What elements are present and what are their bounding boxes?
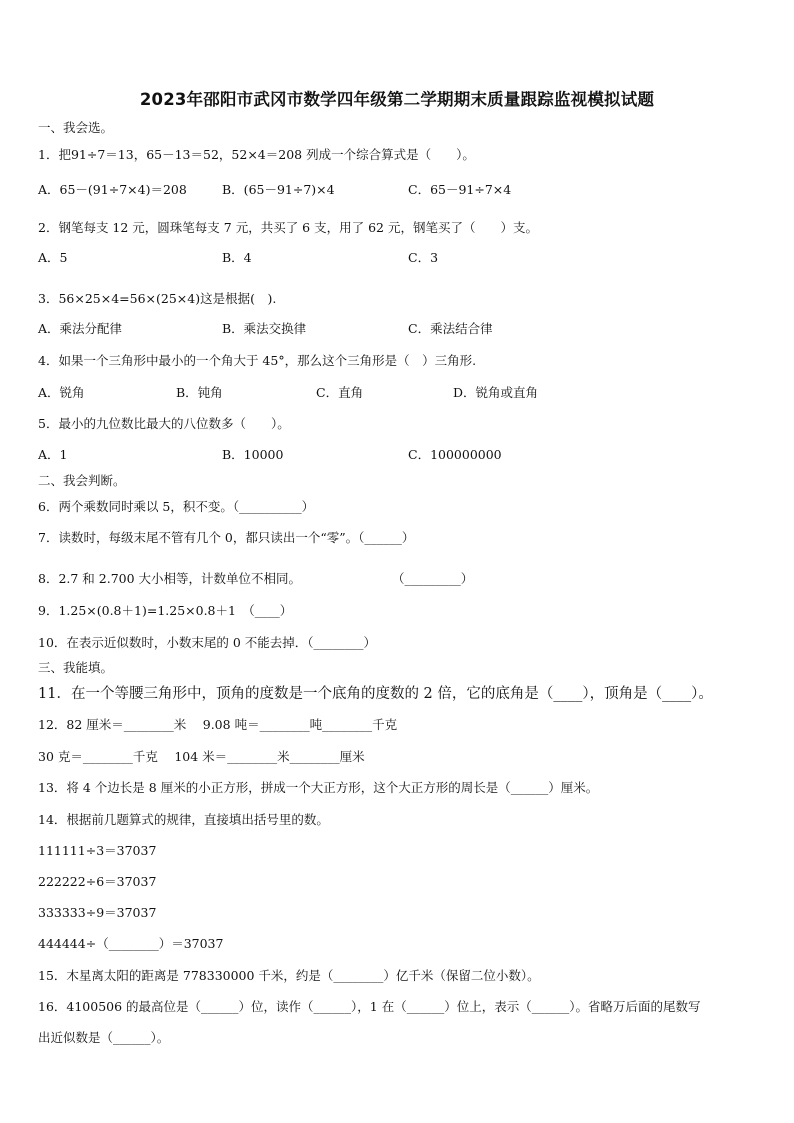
question-7: 7．读数时，每级末尾不管有几个 0，都只读出一个“零”。（______） (38, 530, 415, 545)
question-3-option-c: C．乘法结合律 (408, 321, 493, 336)
question-9: 9．1.25×(0.8＋1)=1.25×0.8＋1 （____） (38, 603, 293, 618)
question-11: 11．在一个等腰三角形中，顶角的度数是一个底角的度数的 2 倍，它的底角是（____），顶角是（____）。 (38, 686, 713, 702)
section-heading-choice: 一、我会选。 (38, 120, 114, 135)
section-heading-fill: 三、我能填。 (38, 660, 114, 675)
question-8-answer-blank: （_________） (392, 571, 474, 586)
question-5-option-b: B．10000 (222, 447, 284, 462)
question-5-option-a: A．1 (38, 447, 68, 462)
question-14-line-1: 111111÷3＝37037 (38, 843, 157, 858)
question-5-stem: 5．最小的九位数比最大的八位数多（ ）。 (38, 416, 290, 431)
question-2-option-b: B．4 (222, 250, 252, 265)
question-12-line-2: 30 克＝________千克 104 米＝________米________厘米 (38, 749, 365, 764)
question-3-stem: 3．56×25×4=56×(25×4)这是根据( ). (38, 291, 277, 306)
question-1-option-a: A．65－(91÷7×4)＝208 (38, 182, 187, 197)
question-14-stem: 14．根据前几题算式的规律，直接填出括号里的数。 (38, 812, 329, 827)
question-3-option-a: A．乘法分配律 (38, 321, 123, 336)
question-14-line-4: 444444÷（________）＝37037 (38, 936, 224, 951)
question-14-line-3: 333333÷9＝37037 (38, 905, 157, 920)
question-4-stem: 4．如果一个三角形中最小的一个角大于 45°，那么这个三角形是（ ）三角形. (38, 353, 477, 368)
question-14-line-2: 222222÷6＝37037 (38, 874, 157, 889)
question-16-line-1: 16．4100506 的最高位是（______）位，读作（______），1 在（______）位上，表示（______）。省略万后面的尾数写 (38, 999, 701, 1014)
question-16-line-2: 出近似数是（______）。 (38, 1030, 170, 1045)
question-2-option-a: A．5 (38, 250, 68, 265)
page-title: 2023年邵阳市武冈市数学四年级第二学期期末质量跟踪监视模拟试题 (139, 90, 655, 109)
question-12-line-1: 12．82 厘米＝________米 9.08 吨＝________吨________千克 (38, 717, 398, 732)
question-1-option-c: C．65－91÷7×4 (408, 182, 512, 197)
question-4-option-b: B．钝角 (176, 385, 223, 400)
question-2-stem: 2．钢笔每支 12 元，圆珠笔每支 7 元，共买了 6 支，用了 62 元，钢笔买了（ ）支。 (38, 220, 538, 235)
question-4-option-c: C．直角 (316, 385, 364, 400)
section-heading-judge: 二、我会判断。 (38, 473, 126, 488)
question-1-option-b: B．(65－91÷7)×4 (222, 182, 335, 197)
question-5-option-c: C．100000000 (408, 447, 502, 462)
question-2-option-c: C．3 (408, 250, 439, 265)
question-4-option-a: A．锐角 (38, 385, 85, 400)
question-13: 13．将 4 个边长是 8 厘米的小正方形，拼成一个大正方形，这个大正方形的周长是（______）厘米。 (38, 780, 599, 795)
question-6: 6．两个乘数同时乘以 5，积不变。（__________） (38, 499, 315, 514)
question-4-option-d: D．锐角或直角 (453, 385, 539, 400)
question-10: 10．在表示近似数时，小数末尾的 0 不能去掉．（________） (38, 635, 377, 650)
question-15: 15．木星离太阳的距离是 778330000 千米，约是（________）亿千米（保留二位小数）。 (38, 968, 540, 983)
question-8-text: 8．2.7 和 2.700 大小相等，计数单位不相同。 (38, 571, 302, 586)
question-1-stem: 1．把91÷7＝13，65－13＝52，52×4＝208 列成一个综合算式是（ ）。 (38, 147, 475, 162)
question-3-option-b: B．乘法交换律 (222, 321, 307, 336)
